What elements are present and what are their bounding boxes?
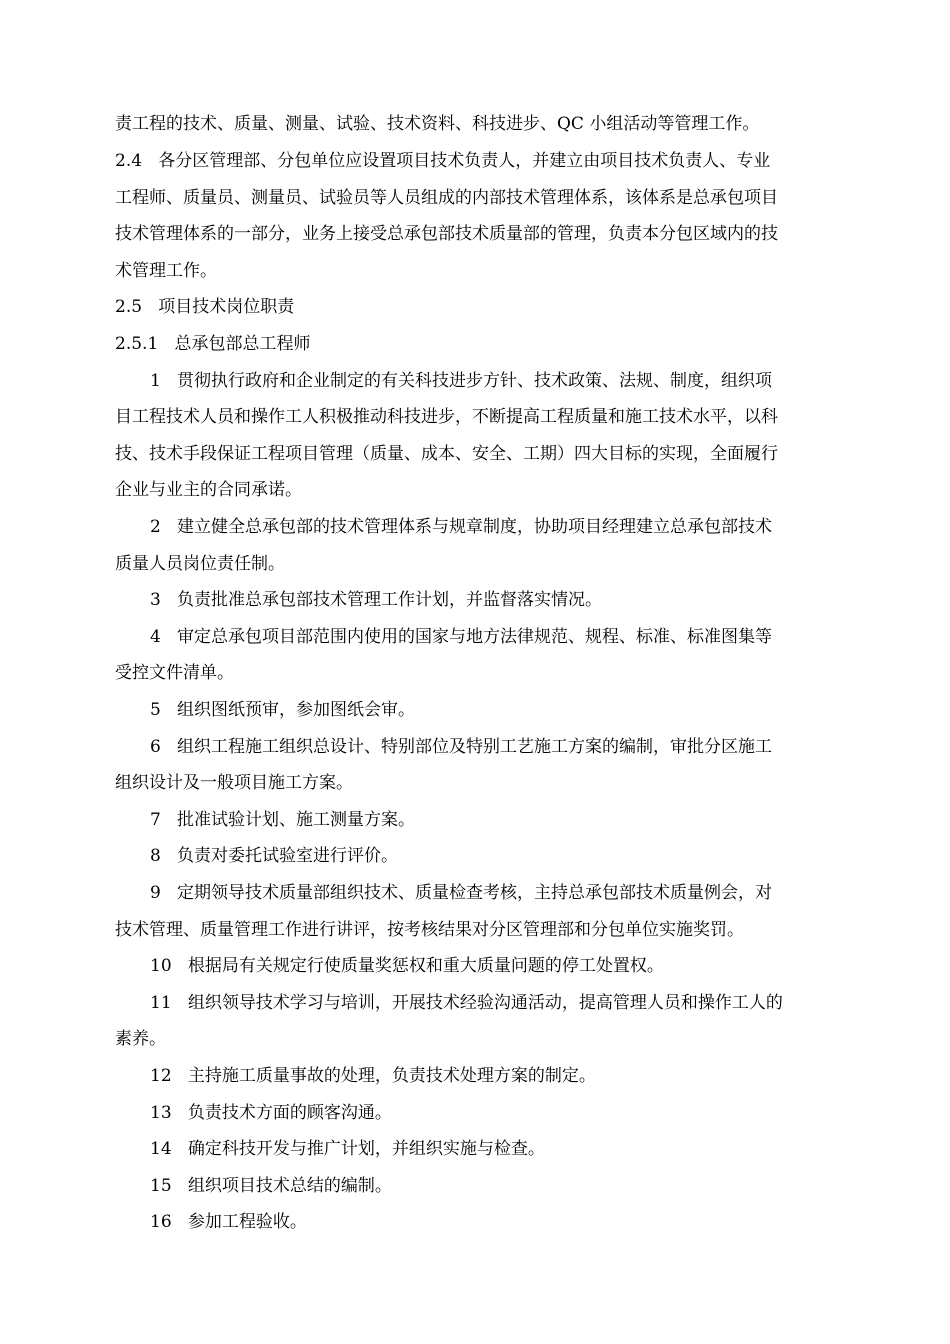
text-line: 13 负责技术方面的顾客沟通。 [150, 1103, 392, 1123]
text-line: 目工程技术人员和操作工人积极推动科技进步，不断提高工程质量和施工技术水平，以科 [115, 407, 778, 427]
text-line: 5 组织图纸预审，参加图纸会审。 [150, 700, 416, 720]
text-line: 7 批准试验计划、施工测量方案。 [150, 810, 416, 830]
text-line: 15 组织项目技术总结的编制。 [150, 1176, 392, 1196]
text-line: 技、技术手段保证工程项目管理（质量、成本、安全、工期）四大目标的实现，全面履行 [115, 444, 778, 464]
text-line: 8 负责对委托试验室进行评价。 [150, 846, 399, 866]
text-line: 受控文件清单。 [115, 663, 234, 683]
text-line: 组织设计及一般项目施工方案。 [115, 773, 353, 793]
text-line: 企业与业主的合同承诺。 [115, 480, 302, 500]
text-line: 3 负责批准总承包部技术管理工作计划，并监督落实情况。 [150, 590, 603, 610]
text-line: 2.5.1 总承包部总工程师 [115, 334, 311, 354]
text-line: 10 根据局有关规定行使质量奖惩权和重大质量问题的停工处置权。 [150, 956, 664, 976]
text-line: 术管理工作。 [115, 261, 217, 281]
text-line: 技术管理体系的一部分，业务上接受总承包部技术质量部的管理，负责本分包区域内的技 [115, 224, 778, 244]
text-line: 2.4 各分区管理部、分包单位应设置项目技术负责人，并建立由项目技术负责人、专业 [115, 151, 771, 171]
text-line: 技术管理、质量管理工作进行讲评，按考核结果对分区管理部和分包单位实施奖罚。 [115, 920, 744, 940]
text-line: 4 审定总承包项目部范围内使用的国家与地方法律规范、规程、标准、标准图集等 [150, 627, 773, 647]
text-line: 2 建立健全总承包部的技术管理体系与规章制度，协助项目经理建立总承包部技术 [150, 517, 773, 537]
text-line: 1 贯彻执行政府和企业制定的有关科技进步方针、技术政策、法规、制度，组织项 [150, 371, 773, 391]
text-line: 质量人员岗位责任制。 [115, 554, 285, 574]
text-line: 素养。 [115, 1029, 166, 1049]
text-line: 16 参加工程验收。 [150, 1212, 307, 1232]
text-line: 11 组织领导技术学习与培训，开展技术经验沟通活动，提高管理人员和操作工人的 [150, 993, 783, 1013]
text-line: 6 组织工程施工组织总设计、特别部位及特别工艺施工方案的编制，审批分区施工 [150, 737, 773, 757]
text-line: 2.5 项目技术岗位职责 [115, 297, 295, 317]
text-line: 工程师、质量员、测量员、试验员等人员组成的内部技术管理体系，该体系是总承包项目 [115, 188, 778, 208]
text-line: 责工程的技术、质量、测量、试验、技术资料、科技进步、QC 小组活动等管理工作。 [115, 114, 760, 134]
text-line: 9 定期领导技术质量部组织技术、质量检查考核，主持总承包部技术质量例会，对 [150, 883, 773, 903]
text-line: 12 主持施工质量事故的处理，负责技术处理方案的制定。 [150, 1066, 596, 1086]
text-line: 14 确定科技开发与推广计划，并组织实施与检查。 [150, 1139, 545, 1159]
